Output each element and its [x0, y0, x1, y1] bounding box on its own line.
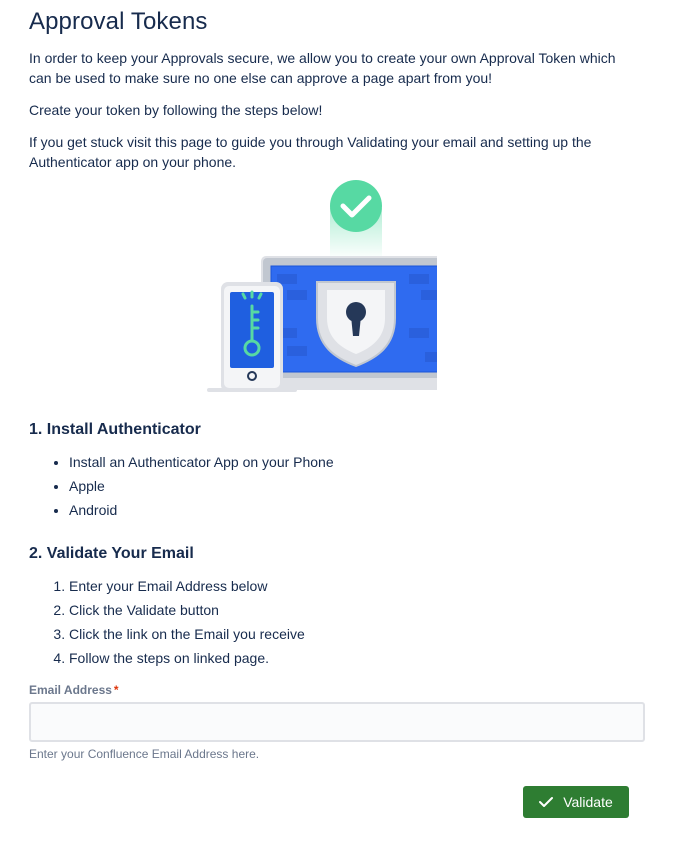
email-help-text: Enter your Confluence Email Address here.: [29, 747, 260, 761]
validate-button[interactable]: [523, 786, 629, 818]
install-authenticator-heading: 1. Install Authenticator: [29, 421, 201, 438]
validate-email-heading: 2. Validate Your Email: [29, 545, 194, 562]
list-item: • Android: [69, 498, 334, 522]
intro-text: In order to keep your Approvals secure, we allow you to create your own Approval Token which can be used to make sure no one else can approve a page apart from you!: [29, 50, 616, 86]
list-item: • Install an Authenticator App on your Phone: [69, 450, 334, 474]
list-item: 1. Enter your Email Address below: [69, 574, 305, 598]
authenticator-illustration: [177, 178, 437, 394]
list-item: 4. Follow the steps on linked page.: [69, 646, 305, 670]
email-label-text: Email Address: [29, 683, 112, 697]
validate-steps-list: [29, 574, 305, 670]
email-field[interactable]: [29, 702, 645, 742]
install-list: [29, 450, 334, 522]
email-address-label: [29, 683, 119, 697]
create-token-text: Create your token by following the steps below!: [29, 102, 323, 118]
validate-button-label: Validate: [563, 794, 613, 810]
list-item: • Apple: [69, 474, 334, 498]
check-icon: [539, 796, 553, 808]
required-marker: *: [113, 683, 119, 697]
page-title: Approval Tokens: [29, 8, 208, 35]
help-guide-text: If you get stuck visit this page to guide you through Validating your email and setting up the Authenticator app on your phone.: [29, 134, 592, 170]
list-item: 2. Click the Validate button: [69, 598, 305, 622]
list-item: 3. Click the link on the Email you receive: [69, 622, 305, 646]
check-circle-icon: [330, 180, 382, 232]
